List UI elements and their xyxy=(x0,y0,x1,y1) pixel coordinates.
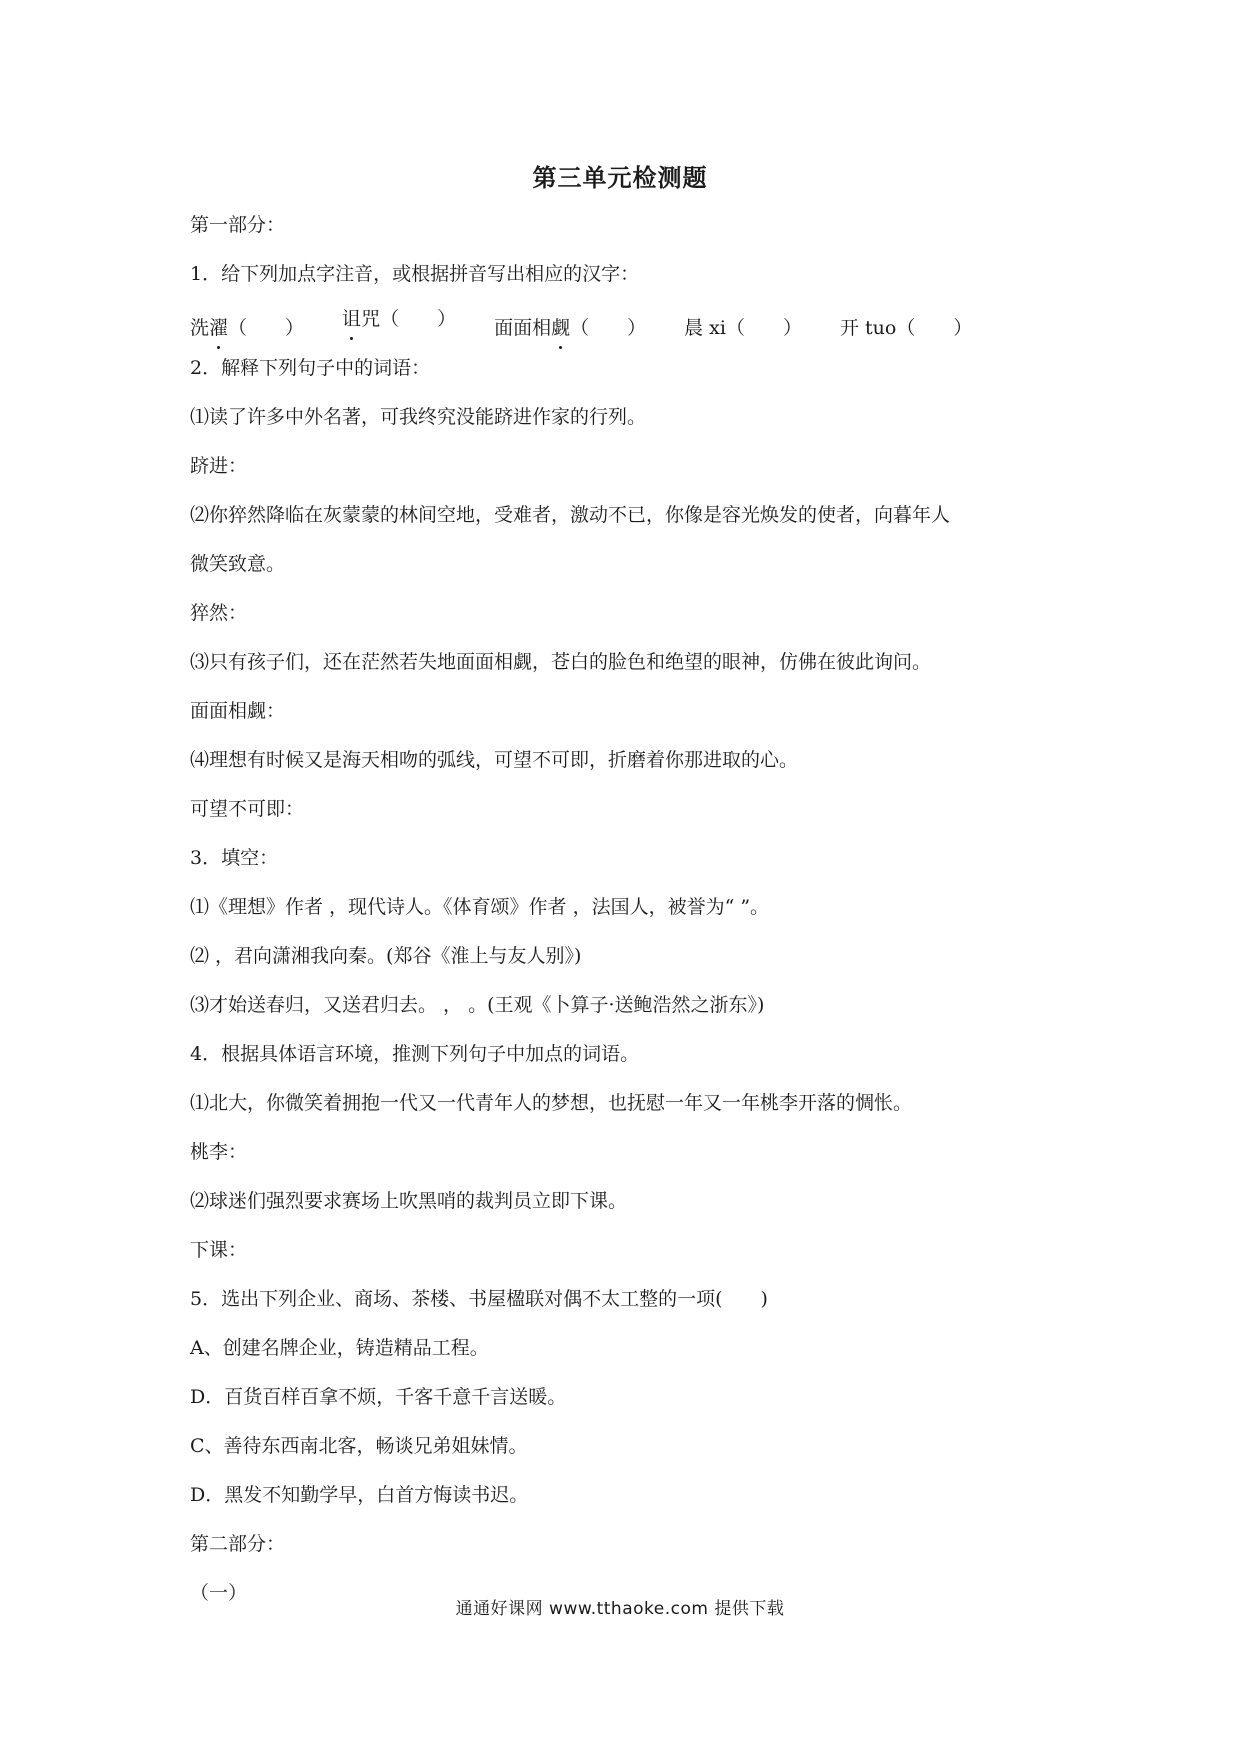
q3-item-3: ⑶才始送春归，又送君归去。 ， 。(王观《卜算子·送鲍浩然之浙东》) xyxy=(190,994,765,1016)
question-3-prompt: 3．填空： xyxy=(190,847,279,869)
page-footer: 通通好课网 www.tthaoke.com 提供下载 xyxy=(455,1599,785,1619)
q2-answer-4: 可望不可即： xyxy=(190,798,305,820)
document-body xyxy=(190,210,1070,1627)
q1-item-4 xyxy=(684,313,802,343)
q1-item-3-pre: 面面相 xyxy=(494,317,552,339)
q3-item-2: ⑵ ，君向潇湘我向秦。(郑谷《淮上与友人别》) xyxy=(190,945,582,967)
q5-option-a: A、创建名牌企业，铸造精品工程。 xyxy=(190,1337,489,1359)
q2-sentence-1: ⑴读了许多中外名著，可我终究没能跻进作家的行列。 xyxy=(190,406,647,428)
q2-sentence-2b: 微笑致意。 xyxy=(190,553,286,575)
q1-item-1-dotted: 濯 xyxy=(209,313,228,343)
part-two-heading: 第二部分： xyxy=(190,1533,286,1555)
q2-sentence-3: ⑶只有孩子们，还在茫然若失地面面相觑，苍白的脸色和绝望的眼神，仿佛在彼此询问。 xyxy=(190,651,932,673)
q1-item-1 xyxy=(190,313,304,343)
q4-answer-1: 桃李： xyxy=(190,1141,248,1163)
q2-answer-1: 跻进： xyxy=(190,455,248,477)
q3-item-1: ⑴《理想》作者 ，现代诗人。《体育颂》作者 ，法国人，被誉为“ ”。 xyxy=(190,896,770,918)
question-1-items xyxy=(190,304,1070,339)
q2-sentence-4: ⑷理想有时候又是海天相吻的弧线，可望不可即，折磨着你那进取的心。 xyxy=(190,749,799,771)
q1-item-2-post: 咒 xyxy=(361,308,381,330)
q1-item-3-dotted: 觑 xyxy=(551,313,570,343)
document-title: 第三单元检测题 xyxy=(532,164,708,192)
q1-item-3-blank[interactable]: （ ） xyxy=(570,317,647,339)
q1-item-2-dotted: 诅 xyxy=(342,304,361,334)
q5-option-c: C、善待东西南北客，畅谈兄弟姐妹情。 xyxy=(190,1435,528,1457)
q1-item-4-blank[interactable]: （ ） xyxy=(725,317,802,339)
q5-option-b: D．百货百样百拿不烦，千客千意千言送暖。 xyxy=(190,1386,567,1408)
question-4-prompt: 4．根据具体语言环境，推测下列句子中加点的词语。 xyxy=(190,1043,640,1065)
q1-item-1-pre: 洗 xyxy=(190,317,210,339)
question-1-prompt: 1．给下列加点字注音，或根据拼音写出相应的汉字： xyxy=(190,263,640,285)
q1-item-5 xyxy=(840,313,972,343)
q1-item-1-blank[interactable]: （ ） xyxy=(228,317,305,339)
q1-item-2 xyxy=(342,304,456,334)
q4-sentence-1: ⑴北大，你微笑着拥抱一代又一代青年人的梦想，也抚慰一年又一年桃李开落的惆怅。 xyxy=(190,1092,913,1114)
question-5-prompt: 5．选出下列企业、商场、茶楼、书屋楹联对偶不太工整的一项( ) xyxy=(190,1288,768,1310)
q4-sentence-2: ⑵球迷们强烈要求赛场上吹黑哨的裁判员立即下课。 xyxy=(190,1190,628,1212)
q1-item-3 xyxy=(494,313,646,343)
question-2-prompt: 2．解释下列句子中的词语： xyxy=(190,357,431,379)
q1-item-2-blank[interactable]: （ ） xyxy=(380,308,457,330)
q2-sentence-2a: ⑵你猝然降临在灰蒙蒙的林间空地，受难者，激动不已，你像是容光焕发的使者，向暮年人 xyxy=(190,504,951,526)
q2-answer-2: 猝然： xyxy=(190,602,248,624)
q1-item-5-blank[interactable]: （ ） xyxy=(896,317,973,339)
q1-item-4-text: 晨 xi xyxy=(684,317,726,339)
q1-item-5-text: 开 tuo xyxy=(840,317,897,339)
part-one-heading: 第一部分： xyxy=(190,214,286,236)
q2-answer-3: 面面相觑： xyxy=(190,700,286,722)
q4-answer-2: 下课： xyxy=(190,1239,248,1261)
section-one-heading: （一） xyxy=(190,1582,248,1604)
q5-option-d: D．黑发不知勤学早，白首方悔读书迟。 xyxy=(190,1484,529,1506)
